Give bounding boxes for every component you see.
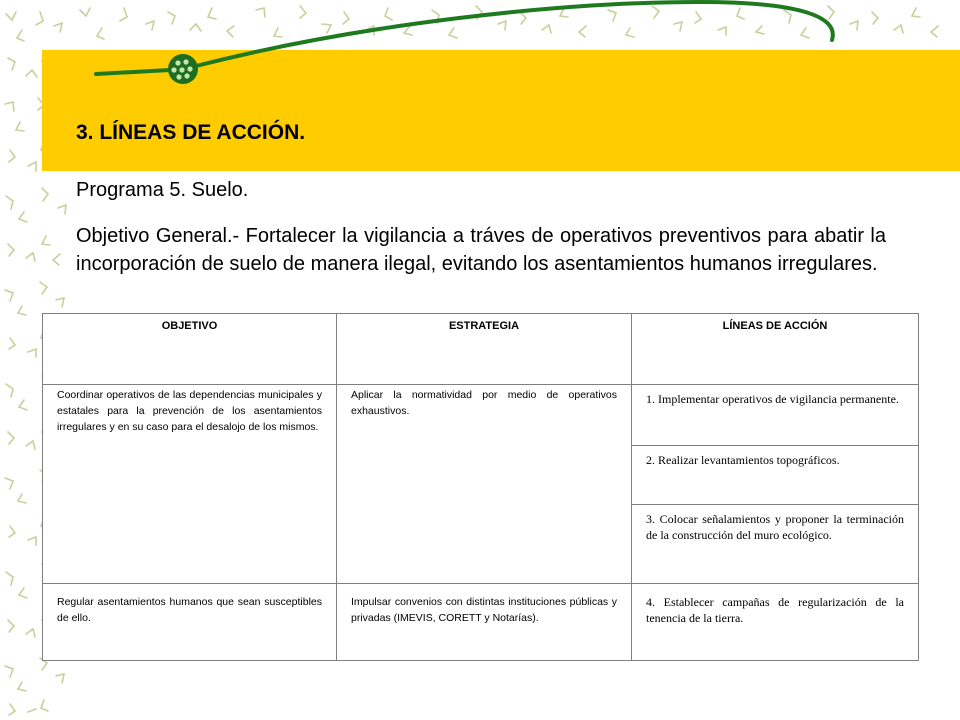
program-label: Programa 5. Suelo. bbox=[76, 179, 249, 201]
slide-title: 3. LÍNEAS DE ACCIÓN. bbox=[76, 121, 306, 144]
table-header-row bbox=[43, 314, 919, 385]
general-objective: Objetivo General.- Fortalecer la vigilancia a tráves de operativos preventivos para abatir la incorporación de suelo de manera ilegal, evitando los asentamientos humanos irregulares. bbox=[76, 225, 886, 275]
action-line-cell: 1. Implementar operativos de vigilancia permanente. bbox=[632, 385, 919, 446]
objective-cell: Regular asentamientos humanos que sean susceptibles de ello. bbox=[43, 584, 337, 661]
table-row bbox=[43, 385, 919, 446]
table-row bbox=[43, 584, 919, 661]
header-estrategia: ESTRATEGIA bbox=[337, 314, 632, 385]
header-lineas: LÍNEAS DE ACCIÓN bbox=[632, 314, 919, 385]
action-line-cell: 2. Realizar levantamientos topográficos. bbox=[632, 446, 919, 505]
strategy-cell: Impulsar convenios con distintas instituciones públicas y privadas (IMEVIS, CORETT y Notarías). bbox=[337, 584, 632, 661]
strategy-cell: Aplicar la normatividad por medio de operativos exhaustivos. bbox=[337, 385, 632, 584]
action-line-cell: 4. Establecer campañas de regularización de la tenencia de la tierra. bbox=[632, 584, 919, 661]
action-line-cell: 3. Colocar señalamientos y proponer la terminación de la construcción del muro ecológico. bbox=[632, 505, 919, 584]
header-objetivo: OBJETIVO bbox=[43, 314, 337, 385]
objective-cell: Coordinar operativos de las dependencias municipales y estatales para la prevención de los asentamientos irregulares y en su caso para el desalojo de los mismos. bbox=[43, 385, 337, 584]
action-lines-table bbox=[42, 313, 919, 661]
decorative-swoosh bbox=[0, 0, 960, 120]
